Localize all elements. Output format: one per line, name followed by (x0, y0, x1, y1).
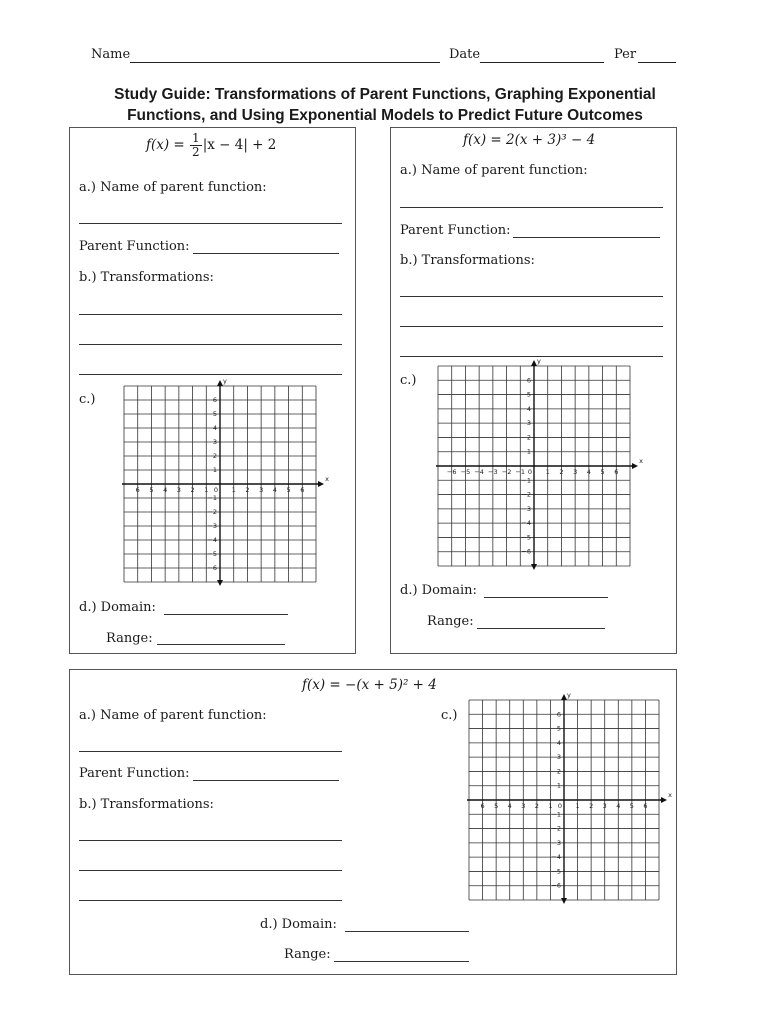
p3-parent-function-blank[interactable] (193, 780, 339, 781)
y-tick-label: 5 (556, 724, 561, 733)
x-tick-label: 6 (614, 468, 619, 476)
x-tick-label: 4 (586, 468, 591, 476)
y-tick-label: 5 (526, 390, 531, 399)
p3-question-b: b.) Transformations: (79, 797, 214, 812)
y-tick-label: −5 (521, 533, 531, 542)
y-tick-label: −2 (207, 508, 217, 516)
x-tick-label: 0 (557, 802, 563, 810)
p1-parent-name-blank[interactable] (79, 223, 342, 224)
p2-parent-function-label: Parent Function: (400, 223, 511, 238)
y-tick-label: −3 (551, 838, 561, 847)
x-tick-label: −3 (488, 468, 498, 476)
y-tick-label: −4 (207, 536, 217, 544)
x-tick-label: 6 (480, 802, 485, 810)
x-tick-label: 4 (616, 802, 621, 810)
x-tick-label: 4 (163, 486, 168, 494)
x-tick-label: 1 (204, 486, 209, 494)
y-tick-label: 6 (212, 396, 217, 404)
y-tick-label: 4 (526, 404, 531, 413)
x-tick-label: 3 (521, 802, 526, 810)
title-line-2: Functions, and Using Exponential Models to Predict Future Outcomes (127, 107, 643, 124)
x-axis-arrow (318, 481, 324, 487)
x-tick-label: 3 (602, 802, 607, 810)
x-axis-arrow (661, 797, 667, 803)
p3-range-blank[interactable] (334, 961, 469, 962)
p2-parent-function-blank[interactable] (513, 237, 660, 238)
x-tick-label: 5 (600, 468, 605, 476)
y-tick-label: 4 (212, 424, 217, 432)
p1-range-blank[interactable] (157, 644, 285, 645)
y-tick-label: −2 (551, 824, 561, 833)
y-tick-label: −5 (551, 867, 561, 876)
fraction (190, 132, 202, 159)
x-tick-label: 3 (176, 486, 181, 494)
y-tick-label: 6 (556, 710, 561, 719)
x-tick-label: 2 (559, 468, 564, 476)
p3-domain-blank[interactable] (345, 931, 469, 932)
p2-transform-blank-1[interactable] (400, 296, 663, 297)
p1-domain-blank[interactable] (164, 614, 288, 615)
y-tick-label: −1 (207, 494, 217, 502)
formula-lhs: f(x) = (146, 137, 190, 153)
y-tick-label: −4 (521, 519, 531, 528)
problem-3-formula: f(x) = −(x + 5)² + 4 (302, 677, 437, 693)
date-label: Date (449, 47, 481, 62)
y-tick-label: −5 (207, 550, 217, 558)
period-blank[interactable] (638, 62, 676, 63)
p1-question-c: c.) (79, 392, 96, 407)
y-tick-label: −6 (551, 881, 561, 890)
x-tick-label: 6 (300, 486, 305, 494)
x-tick-label: −5 (460, 468, 471, 476)
x-tick-label: 3 (573, 468, 578, 476)
title-line-1: Study Guide: Transformations of Parent Functions, Graphing Exponential (114, 86, 656, 103)
x-tick-label: 2 (589, 802, 594, 810)
x-tick-label: 1 (545, 468, 550, 476)
y-tick-label: −3 (521, 504, 531, 513)
p2-domain-label: d.) Domain: (400, 583, 477, 598)
p2-question-b: b.) Transformations: (400, 253, 535, 268)
date-blank[interactable] (480, 62, 604, 63)
p3-question-a: a.) Name of parent function: (79, 708, 267, 723)
period-label: Per (614, 47, 637, 62)
x-tick-label: 5 (149, 486, 154, 494)
p3-domain-label: d.) Domain: (260, 917, 337, 932)
x-tick-label: 5 (286, 486, 291, 494)
x-tick-label: 6 (135, 486, 140, 494)
student-info-header (0, 47, 770, 67)
y-axis-arrow-down (217, 580, 223, 586)
p1-domain-label: d.) Domain: (79, 600, 156, 615)
p2-question-c: c.) (400, 373, 417, 388)
p1-question-a: a.) Name of parent function: (79, 180, 267, 195)
x-axis-label: x (639, 457, 643, 465)
page-title (60, 84, 710, 126)
p3-parent-function-label: Parent Function: (79, 766, 190, 781)
y-tick-label: 2 (526, 433, 531, 442)
grid-svg (465, 692, 673, 904)
x-tick-label: 4 (272, 486, 277, 494)
y-tick-label: −2 (521, 490, 531, 499)
y-tick-label: 1 (526, 447, 531, 456)
problem-2-formula: f(x) = 2(x + 3)³ − 4 (463, 132, 596, 148)
x-axis-arrow (632, 463, 638, 469)
p2-transform-blank-2[interactable] (400, 326, 663, 327)
p3-transform-blank-1[interactable] (79, 840, 342, 841)
x-tick-label: 2 (245, 486, 250, 494)
x-tick-label: −1 (515, 468, 526, 476)
x-tick-label: 5 (494, 802, 499, 810)
y-axis-label: y (537, 358, 541, 365)
x-tick-label: 1 (548, 802, 553, 810)
y-tick-label: −1 (521, 476, 531, 485)
y-axis-arrow-down (561, 898, 567, 904)
p2-range-label: Range: (427, 614, 474, 629)
y-tick-label: −6 (207, 564, 217, 572)
y-tick-label: 3 (526, 419, 531, 428)
y-axis-label: y (567, 692, 571, 699)
p3-parent-name-blank[interactable] (79, 751, 342, 752)
x-tick-label: 1 (575, 802, 580, 810)
y-tick-label: −1 (551, 810, 561, 819)
problem-1-formula (146, 132, 276, 159)
x-axis-label: x (325, 475, 329, 483)
p2-range-blank[interactable] (477, 628, 605, 629)
p2-coordinate-grid[interactable] (434, 358, 644, 570)
y-axis-label: y (223, 378, 227, 385)
fraction-numerator: 1 (192, 131, 200, 145)
y-tick-label: 4 (556, 738, 561, 747)
x-tick-label: 3 (259, 486, 264, 494)
y-tick-label: 1 (556, 781, 561, 790)
p3-transform-blank-3[interactable] (79, 900, 342, 901)
p1-transform-blank-1[interactable] (79, 314, 342, 315)
x-tick-label: 5 (629, 802, 634, 810)
y-tick-label: 3 (212, 438, 217, 446)
formula-rhs: |x − 4| + 2 (202, 137, 277, 153)
y-tick-label: 5 (212, 410, 217, 418)
y-tick-label: 3 (556, 753, 561, 762)
p3-coordinate-grid[interactable] (465, 692, 673, 904)
grid-svg (434, 358, 644, 570)
y-tick-label: 1 (212, 466, 217, 474)
y-tick-label: −3 (207, 522, 217, 530)
p2-parent-name-blank[interactable] (400, 207, 663, 208)
x-tick-label: 2 (534, 802, 539, 810)
x-tick-label: −2 (501, 468, 512, 476)
x-tick-label: 6 (643, 802, 648, 810)
grid-svg (120, 378, 330, 586)
y-tick-label: −4 (551, 853, 561, 862)
p1-parent-function-blank[interactable] (193, 253, 339, 254)
y-tick-label: 2 (556, 767, 561, 776)
y-tick-label: 2 (212, 452, 217, 460)
p1-parent-function-label: Parent Function: (79, 239, 190, 254)
y-tick-label: 6 (526, 376, 531, 385)
p2-domain-blank[interactable] (484, 597, 608, 598)
x-tick-label: −6 (446, 468, 457, 476)
x-tick-label: 0 (527, 468, 533, 476)
name-label: Name (91, 47, 131, 62)
x-tick-label: −4 (474, 468, 484, 476)
p1-question-b: b.) Transformations: (79, 270, 214, 285)
p1-range-label: Range: (106, 631, 153, 646)
p2-question-a: a.) Name of parent function: (400, 163, 588, 178)
x-tick-label: 1 (231, 486, 236, 494)
x-tick-label: 4 (507, 802, 512, 810)
p1-coordinate-grid[interactable] (120, 378, 330, 586)
y-tick-label: −6 (521, 547, 531, 556)
x-tick-label: 2 (190, 486, 195, 494)
p3-question-c: c.) (441, 708, 458, 723)
p2-transform-blank-3[interactable] (400, 356, 663, 357)
p1-transform-blank-3[interactable] (79, 374, 342, 375)
y-axis-arrow-down (531, 564, 537, 570)
p3-range-label: Range: (284, 947, 331, 962)
p1-transform-blank-2[interactable] (79, 344, 342, 345)
fraction-denominator: 2 (192, 145, 200, 159)
x-axis-label: x (668, 791, 672, 799)
p3-transform-blank-2[interactable] (79, 870, 342, 871)
x-tick-label: 0 (213, 486, 219, 494)
name-blank[interactable] (130, 62, 440, 63)
